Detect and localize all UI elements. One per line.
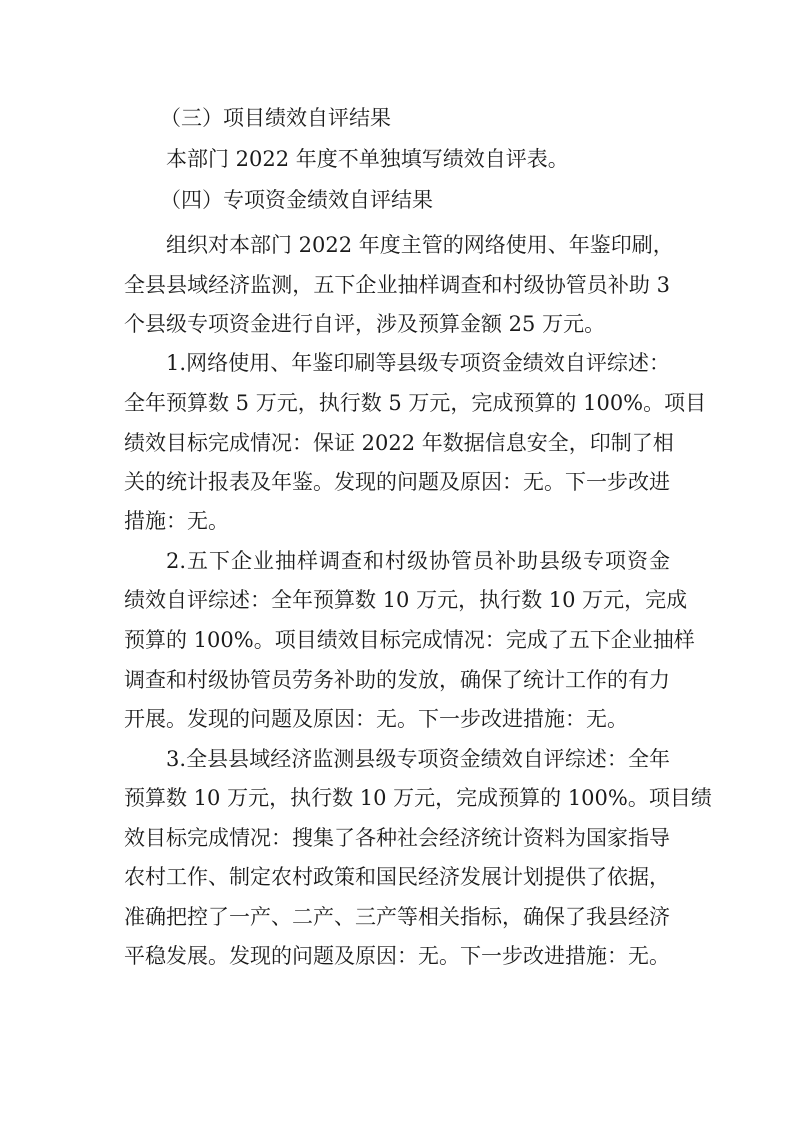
- text-line: 效目标完成情况：搜集了各种社会经济统计资料为国家指导: [124, 826, 670, 850]
- paragraph-line: [0, 937, 792, 975]
- text-line: 全年预算数 5 万元，执行数 5 万元，完成预算的 100%。项目: [124, 391, 707, 415]
- text-line: 预算数 10 万元，执行数 10 万元，完成预算的 100%。项目绩: [124, 786, 712, 810]
- section-heading-3: [0, 99, 792, 137]
- text-line: 平稳发展。发现的问题及原因：无。下一步改进措施：无。: [124, 944, 670, 968]
- paragraph-line: [0, 266, 792, 304]
- paragraph-line: [0, 140, 792, 178]
- paragraph-line: [0, 344, 792, 382]
- text-line: 1.网络使用、年鉴印刷等县级专项资金绩效自评综述：: [166, 351, 670, 375]
- text-line: 措施：无。: [124, 509, 229, 533]
- section-heading-4: [0, 181, 792, 219]
- paragraph-line: [0, 621, 792, 659]
- paragraph-line: [0, 542, 792, 580]
- paragraph-line: [0, 700, 792, 738]
- paragraph-line: [0, 226, 792, 264]
- text-line: 预算的 100%。项目绩效目标完成情况：完成了五下企业抽样: [124, 628, 695, 652]
- text-line: 绩效目标完成情况：保证 2022 年数据信息安全，印制了相: [124, 431, 674, 455]
- text-line: 开展。发现的问题及原因：无。下一步改进措施：无。: [124, 707, 628, 731]
- text-line: 个县级专项资金进行自评，涉及预算金额 25 万元。: [124, 312, 606, 336]
- paragraph-line: [0, 305, 792, 343]
- paragraph-line: [0, 898, 792, 936]
- text-line: 全县县域经济监测，五下企业抽样调查和村级协管员补助 3: [124, 273, 670, 297]
- paragraph-line: [0, 740, 792, 778]
- text-line: 本部门 2022 年度不单独填写绩效自评表。: [166, 147, 569, 171]
- paragraph-line: [0, 463, 792, 501]
- paragraph-line: [0, 581, 792, 619]
- text-line: 关的统计报表及年鉴。发现的问题及原因：无。下一步改进: [124, 470, 670, 494]
- text-line: 2.五下企业抽样调查和村级协管员补助县级专项资金: [166, 549, 670, 573]
- text-line: 3.全县县域经济监测县级专项资金绩效自评综述：全年: [166, 747, 670, 771]
- text-line: （四）专项资金绩效自评结果: [160, 188, 433, 212]
- paragraph-line: [0, 384, 792, 422]
- paragraph-line: [0, 779, 792, 817]
- text-line: 组织对本部门 2022 年度主管的网络使用、年鉴印刷，: [166, 233, 674, 257]
- paragraph-line: [0, 858, 792, 896]
- text-line: 准确把控了一产、二产、三产等相关指标，确保了我县经济: [124, 905, 670, 929]
- paragraph-line: [0, 502, 792, 540]
- text-line: （三）项目绩效自评结果: [160, 106, 391, 130]
- paragraph-line: [0, 819, 792, 857]
- paragraph-line: [0, 661, 792, 699]
- text-line: 农村工作、制定农村政策和国民经济发展计划提供了依据，: [124, 865, 670, 889]
- text-line: 调查和村级协管员劳务补助的发放，确保了统计工作的有力: [124, 668, 670, 692]
- paragraph-line: [0, 424, 792, 462]
- text-line: 绩效自评综述：全年预算数 10 万元，执行数 10 万元，完成: [124, 588, 688, 612]
